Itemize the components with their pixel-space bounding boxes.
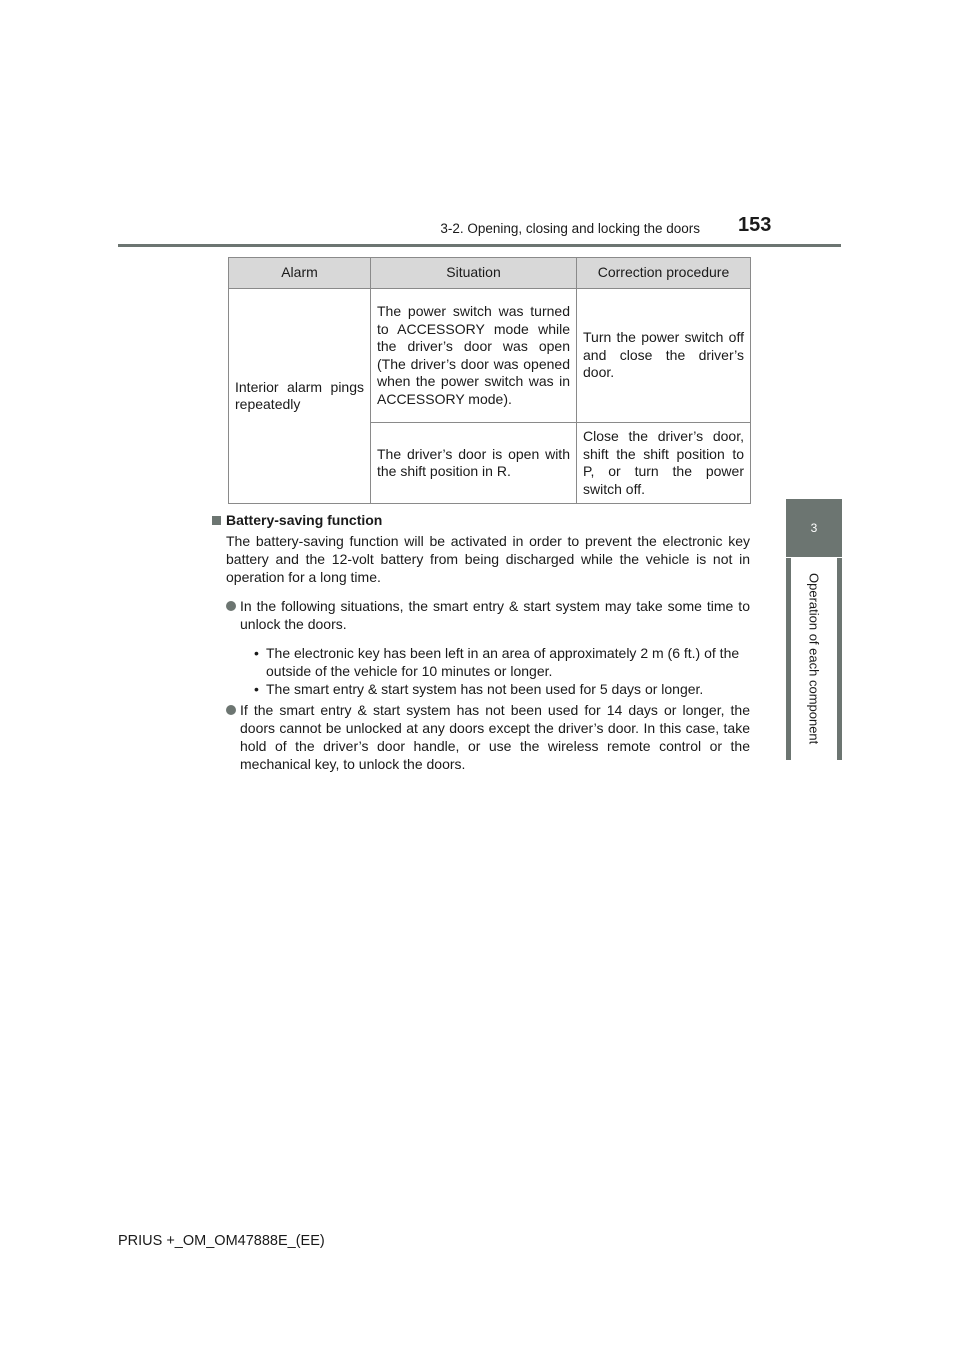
sub-list-item	[254, 644, 750, 680]
section-heading	[212, 511, 750, 529]
section-title: 3-2. Opening, closing and locking the doors	[440, 221, 700, 236]
column-header-alarm: Alarm	[229, 258, 371, 289]
situation-cell: The driver’s door is open with the shift position in R.	[371, 423, 577, 504]
sub-list-item-text: The smart entry & start system has not been used for 5 days or longer.	[266, 681, 704, 697]
battery-saving-section	[212, 511, 750, 773]
dot-bullet-icon: •	[254, 681, 259, 697]
sub-list-item-text: The electronic key has been left in an area of approximately 2 m (6 ft.) of the outside of the vehicle for 10 minutes or longer.	[266, 645, 740, 679]
list-item-text: In the following situations, the smart entry & start system may take some time to unlock the doors.	[240, 598, 750, 632]
section-intro: The battery-saving function will be activated in order to prevent the electronic key battery and the 12-volt battery from being discharged while the vehicle is not in operation for a long time.	[226, 533, 750, 585]
alarm-cell: Interior alarm pings repeatedly	[229, 289, 371, 504]
section-heading-text: Battery-saving function	[226, 512, 383, 528]
square-bullet-icon	[212, 516, 221, 525]
chapter-tab-number: 3	[786, 499, 842, 557]
sub-list-item	[254, 680, 750, 698]
circle-bullet-icon	[226, 705, 236, 715]
dot-bullet-icon: •	[254, 645, 259, 661]
correction-cell: Close the driver’s door, shift the shift position to P, or turn the power switch off.	[577, 423, 751, 504]
list-item	[226, 597, 750, 633]
correction-cell: Turn the power switch off and close the driver’s door.	[577, 289, 751, 423]
column-header-correction: Correction procedure	[577, 258, 751, 289]
table-row	[229, 289, 751, 423]
header-divider	[118, 244, 841, 247]
column-header-situation: Situation	[371, 258, 577, 289]
page-number: 153	[738, 214, 772, 236]
situation-cell: The power switch was turned to ACCESSORY mode while the driver’s door was open (The driver’s door was opened when the power switch was in ACCESSORY mode).	[371, 289, 577, 423]
sub-list	[226, 644, 750, 698]
document-code: PRIUS +_OM_OM47888E_(EE)	[118, 1233, 325, 1249]
chapter-tab-title: Operation of each component	[786, 558, 842, 760]
list-item	[226, 701, 750, 773]
list-item-text: If the smart entry & start system has not been used for 14 days or longer, the doors cannot be unlocked at any doors except the driver’s door. In this case, take hold of the driver’s door handle, or use the wireless remote control or the mechanical key, to unlock the doors.	[240, 702, 750, 772]
section-body	[226, 532, 750, 773]
table-header-row	[229, 258, 751, 289]
circle-bullet-icon	[226, 601, 236, 611]
alarm-table	[228, 257, 751, 504]
